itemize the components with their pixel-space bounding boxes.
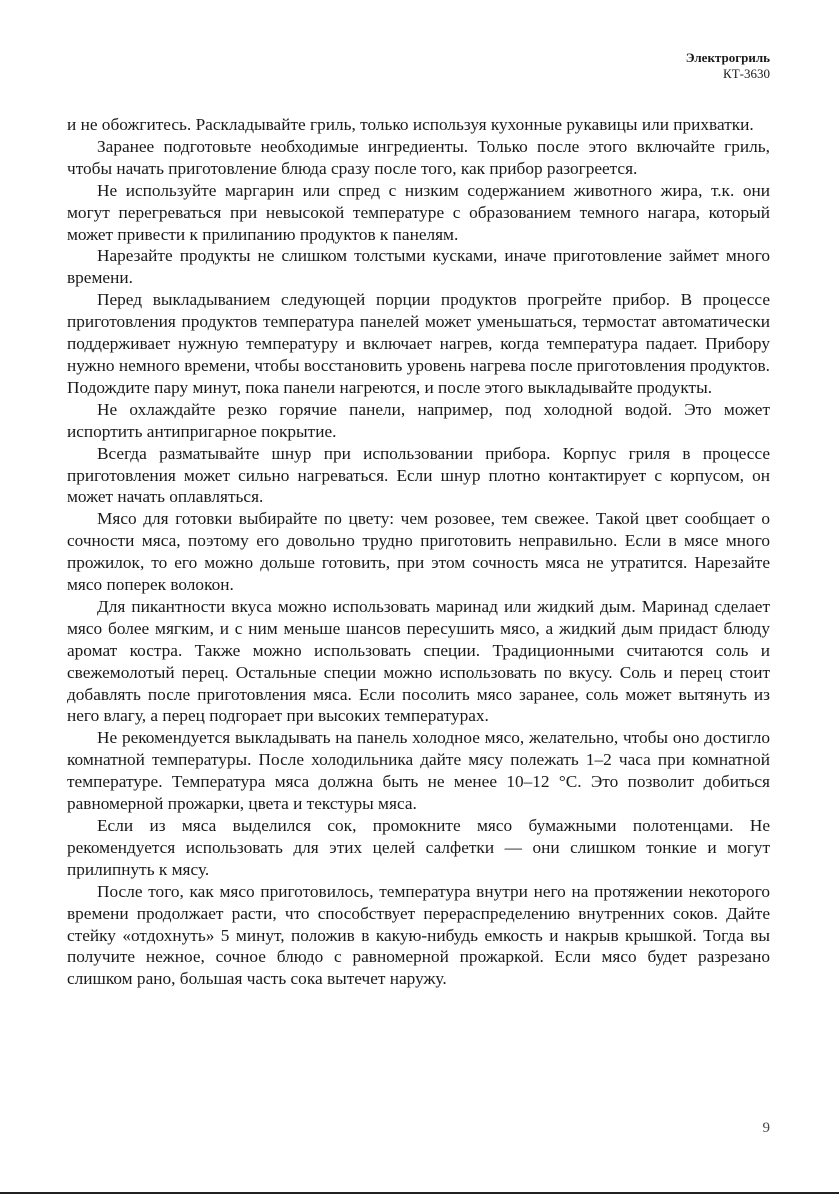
paragraph: Перед выкладыванием следующей порции продуктов прогрейте прибор. В процессе приготовления продуктов температура панелей может уменьшаться, термостат автоматически поддерживает нужную температуру и включает нагрев, когда температура падает. Прибору нужно немного времени, чтобы восстановить уровень нагрева после приготовления продуктов. Подождите пару минут, пока панели нагреются, и после этого выкладывайте продукты.	[67, 290, 770, 397]
paragraph: Для пикантности вкуса можно использовать маринад или жидкий дым. Маринад сделает мясо более мягким, и с ним меньше шансов пересушить мясо, а жидкий дым придаст блюду аромат костра. Также можно использовать специи. Традиционными считаются соль и свежемолотый перец. Остальные специи можно использовать по вкусу. Соль и перец стоит добавлять после приготовления мяса. Если посолить мясо заранее, соль может вытянуть из него влагу, а перец подгорает при высоких температурах.	[67, 596, 770, 726]
body-text	[67, 114, 770, 990]
paragraph: Не охлаждайте резко горячие панели, например, под холодной водой. Это может испортить антипригарное покрытие.	[67, 399, 770, 441]
header-product-name: Электрогриль	[685, 50, 770, 65]
paragraph: Не используйте маргарин или спред с низким содержанием животного жира, т.к. они могут перегреваться при невысокой температуре с образованием темного нагара, который может привести к прилипанию продуктов к панелям.	[67, 180, 770, 244]
paragraph: Если из мяса выделился сок, промокните мясо бумажными полотенцами. Не рекомендуется использовать для этих целей салфетки — они слишком тонкие и могут прилипнуть к мясу.	[67, 816, 770, 879]
paragraph: Всегда разматывайте шнур при использовании прибора. Корпус гриля в процессе приготовления может сильно нагреваться. Если шнур плотно контактирует с корпусом, он может начать оплавляться.	[67, 443, 770, 507]
paragraph: Заранее подготовьте необходимые ингредиенты. Только после этого включайте гриль, чтобы начать приготовление блюда сразу после того, как прибор разогреется.	[67, 136, 770, 178]
paragraph: Мясо для готовки выбирайте по цвету: чем розовее, тем свежее. Такой цвет сообщает о сочности мяса, поэтому его довольно трудно приготовить неправильно. Если в мясе много прожилок, то его можно дольше готовить, при этом сочность мяса не утратится. Нарезайте мясо поперек волокон.	[67, 509, 770, 595]
page-header	[686, 50, 770, 82]
header-model-number: КТ-3630	[723, 66, 770, 81]
paragraph: и не обожгитесь. Раскладывайте гриль, только используя кухонные рукавицы или прихватки.	[67, 115, 754, 134]
paragraph: Не рекомендуется выкладывать на панель холодное мясо, желательно, чтобы оно достигло комнатной температуры. После холодильника дайте мясу полежать 1–2 часа при комнатной температуре. Температура мяса должна быть не менее 10–12 °С. Это позволит добиться равномерной прожарки, цвета и текстуры мяса.	[67, 728, 770, 814]
page-number: 9	[762, 1120, 770, 1136]
paragraph: Нарезайте продукты не слишком толстыми кусками, иначе приготовление займет много времени.	[67, 246, 770, 288]
paragraph: После того, как мясо приготовилось, температура внутри него на протяжении некоторого времени продолжает расти, что способствует перераспределению внутренних соков. Дайте стейку «отдохнуть» 5 минут, положив в какую-нибудь емкость и накрыв крышкой. Тогда вы получите нежное, сочное блюдо с равномерной прожаркой. Если мясо будет разрезано слишком рано, большая часть сока вытечет наружу.	[67, 881, 770, 989]
